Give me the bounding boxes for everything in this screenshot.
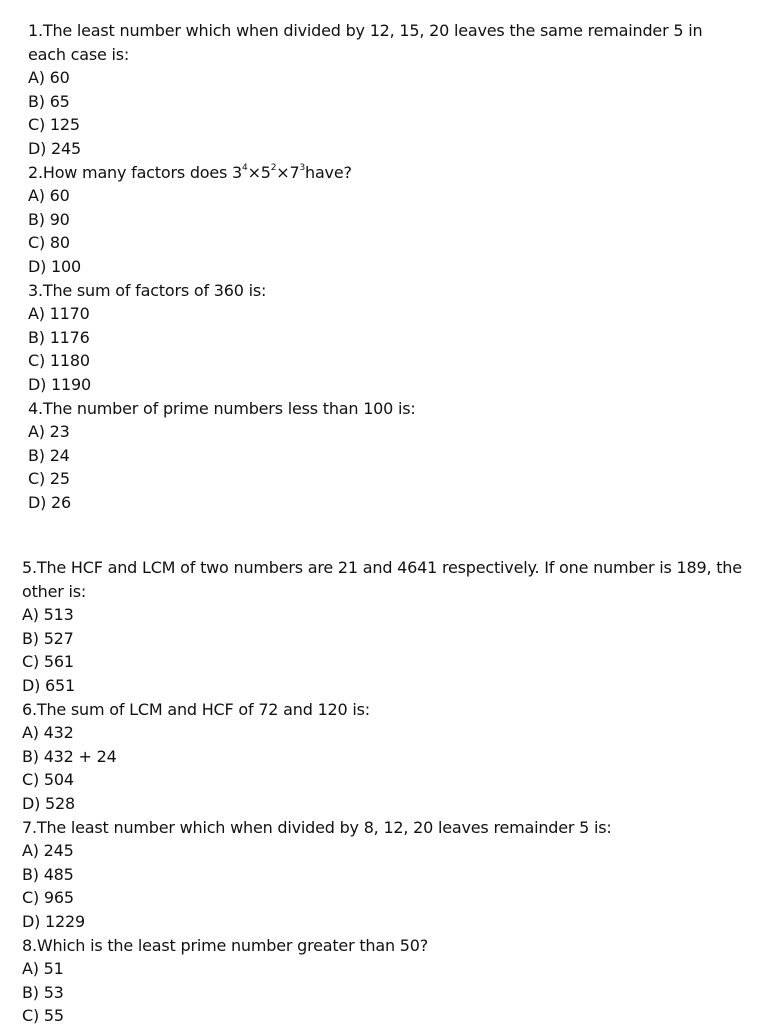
- option-a: A) 245: [22, 841, 74, 861]
- option-a: A) 23: [28, 422, 70, 442]
- option-c: C) 561: [22, 652, 74, 672]
- option-b: B) 527: [22, 628, 74, 648]
- question-1: [28, 19, 728, 161]
- option-b: B) 65: [28, 91, 70, 111]
- exponent: 2: [270, 163, 277, 174]
- option-b: B) 485: [22, 864, 74, 884]
- option-b: B) 24: [28, 445, 70, 465]
- option-a: A) 51: [22, 959, 64, 979]
- option-a: A) 1170: [28, 304, 90, 324]
- option-d: D) 1190: [28, 374, 91, 394]
- option-d: D) 528: [22, 793, 75, 813]
- option-b: B) 53: [22, 982, 64, 1002]
- exponent: 3: [299, 163, 306, 174]
- option-b: B) 432 + 24: [22, 746, 117, 766]
- option-d: D) 651: [22, 675, 75, 695]
- question-5: [22, 556, 742, 698]
- question-text-part: have?: [305, 162, 352, 182]
- question-text-part: ×7: [276, 162, 300, 182]
- option-c: C) 965: [22, 888, 74, 908]
- question-text: 4.The number of prime numbers less than 100 is:: [28, 398, 416, 418]
- question-text: 3.The sum of factors of 360 is:: [28, 280, 267, 300]
- question-text: 5.The HCF and LCM of two numbers are 21 and 4641 respectively. If one number is 189, the other is:: [22, 558, 742, 601]
- question-6: [22, 698, 742, 816]
- option-d: D) 26: [28, 492, 72, 512]
- option-a: A) 513: [22, 605, 74, 625]
- question-7: [22, 816, 742, 934]
- option-a: A) 60: [28, 186, 70, 206]
- option-c: C) 504: [22, 770, 74, 790]
- question-text: [28, 161, 728, 185]
- question-text-part: ×5: [247, 162, 271, 182]
- option-a: A) 432: [22, 723, 74, 743]
- option-b: B) 90: [28, 209, 70, 229]
- question-8: [22, 934, 742, 1024]
- question-block-2: [22, 556, 742, 1024]
- option-b: B) 1176: [28, 327, 90, 347]
- option-d: D) 245: [28, 138, 81, 158]
- question-4: [28, 397, 728, 515]
- question-text: 6.The sum of LCM and HCF of 72 and 120 is:: [22, 699, 370, 719]
- option-c: C) 55: [22, 1006, 64, 1024]
- option-c: C) 25: [28, 469, 70, 489]
- question-3: [28, 279, 728, 397]
- question-block-1: [28, 19, 728, 514]
- option-a: A) 60: [28, 68, 70, 88]
- option-c: C) 80: [28, 233, 70, 253]
- question-text: 1.The least number which when divided by 12, 15, 20 leaves the same remainder 5 in each case is:: [28, 21, 703, 64]
- question-text: 7.The least number which when divided by 8, 12, 20 leaves remainder 5 is:: [22, 817, 612, 837]
- question-2: [28, 161, 728, 279]
- option-d: D) 1229: [22, 911, 85, 931]
- option-c: C) 125: [28, 115, 80, 135]
- question-text: 8.Which is the least prime number greater than 50?: [22, 935, 429, 955]
- question-text-part: 2.How many factors does 3: [28, 162, 243, 182]
- option-c: C) 1180: [28, 351, 90, 371]
- option-d: D) 100: [28, 256, 81, 276]
- exponent: 4: [242, 163, 248, 174]
